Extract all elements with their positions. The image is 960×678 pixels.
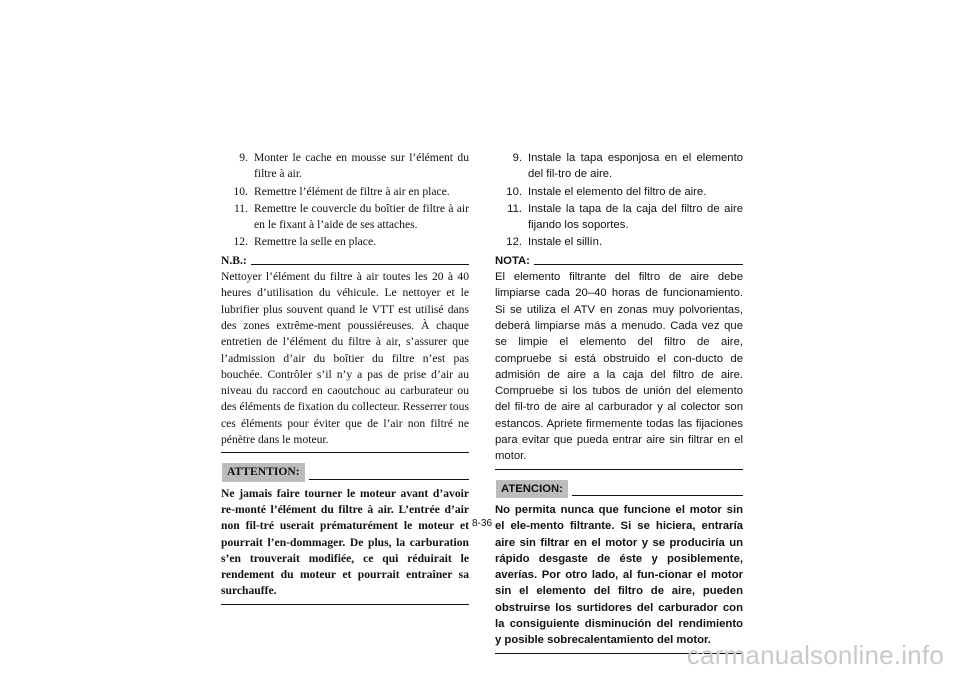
french-step	[221, 201, 469, 234]
divider	[495, 469, 743, 470]
step-number: 12.	[233, 235, 248, 249]
step-text: Instale la tapa de la caja del filtro de aire fijando los soportes.	[528, 202, 743, 232]
divider	[251, 264, 469, 265]
french-column	[221, 150, 469, 605]
step-text: Remettre le couvercle du boîtier de filtre à air en le fixant à l’aide de ses attaches.	[254, 201, 469, 232]
spanish-step	[495, 150, 743, 183]
watermark: carmanualsonline.info	[686, 640, 944, 670]
page-number: 8-36	[471, 518, 492, 529]
step-text: Monter le cache en mousse sur l’élément du filtre à air.	[254, 151, 469, 181]
spanish-warning-header	[495, 480, 743, 498]
step-text: Instale el sillín.	[528, 236, 603, 249]
step-number: 10.	[506, 185, 522, 198]
spanish-warning-text: No permita nunca que funcione el motor sin el ele-mento filtrante. Si se hiciera, entraría aire sin filtrar en el motor y se produciría un rápido desgaste de éste y posiblemente, averías. Por otro lado, al fun-cionar el motor sin el elemento del filtro de aire, pueden obstruirse los surtidores del carburador con la consiguiente disminución del rendimiento y posible sobrecalentamiento del motor.	[495, 503, 743, 647]
warning-label: ATENCION:	[496, 480, 568, 498]
french-steps-list	[221, 150, 469, 251]
french-step	[221, 184, 469, 200]
step-number: 9.	[512, 152, 522, 164]
french-warning-header	[221, 463, 469, 481]
step-number: 11.	[507, 202, 522, 215]
step-text: Remettre l’élément de filtre à air en place.	[254, 184, 450, 198]
step-text: Instale el elemento del filtro de aire.	[528, 185, 707, 198]
french-step	[221, 234, 469, 250]
french-warning-text: Ne jamais faire tourner le moteur avant d’avoir re-monté l’élément du filtre à air. L’entrée d’air non fil-tré userait prématurément le moteur et pourrait l’en-dommager. De plus, la carburation s’en trouverait modifiée, ce qui réduirait le rendement du moteur et pourrait entraîner sa surchauffe.	[221, 486, 469, 598]
step-number: 10.	[233, 184, 248, 198]
spanish-step	[495, 234, 743, 250]
spanish-steps-list	[495, 150, 743, 251]
spanish-step	[495, 201, 743, 234]
note-label: N.B.:	[221, 253, 247, 267]
french-note-text: Nettoyer l’élément du filtre à air toutes les 20 à 40 heures d’utilisation du véhicule. Le nettoyer et le lubrifier plus souvent quand le VTT est utilisé dans des zones extrême-ment poussiéreuses. À chaque entretien de l’élément du filtre à air, s’assurer que l’admission d’air du boîtier du filtre n’est pas bouchée. Contrôler s’il n’y a pas de prise d’air au niveau du raccord en caoutchouc au carburateur ou des éléments de fixation du collecteur. Resserrer tous ces éléments pour éviter que de l’air non filtré ne pénètre dans le moteur.	[221, 270, 469, 447]
french-step	[221, 150, 469, 183]
spanish-note-text: El elemento filtrante del filtro de aire debe limpiarse cada 20–40 horas de funcionamiento. Si se utiliza el ATV en zonas muy polvorientas, deberá limpiarse más a menudo. Cada vez que se limpie el elemento del filtro de aire, compruebe si está obstruido el con-ducto de admisión de aire a la caja del filtro de aire. Compruebe si los tubos de unión del elemento del fil-tro de aire al carburador y al colector son estancos. Apriete firmemente todas las fijaciones para evitar que pueda entrar aire sin filtrar en el motor.	[495, 271, 743, 463]
divider	[221, 604, 469, 605]
divider	[309, 479, 469, 480]
spanish-note-header	[495, 253, 743, 269]
step-number: 12.	[506, 236, 522, 249]
divider	[221, 452, 469, 453]
note-label: NOTA:	[495, 254, 530, 267]
divider	[534, 264, 743, 265]
warning-label: ATTENTION:	[222, 463, 305, 481]
step-number: 9.	[239, 151, 248, 164]
spanish-step	[495, 184, 743, 200]
divider	[572, 495, 743, 496]
step-text: Remettre la selle en place.	[254, 235, 376, 249]
spanish-column	[495, 150, 743, 654]
step-number: 11.	[233, 201, 248, 215]
step-text: Instale la tapa esponjosa en el elemento del fil-tro de aire.	[528, 152, 743, 181]
french-note-header	[221, 253, 469, 269]
